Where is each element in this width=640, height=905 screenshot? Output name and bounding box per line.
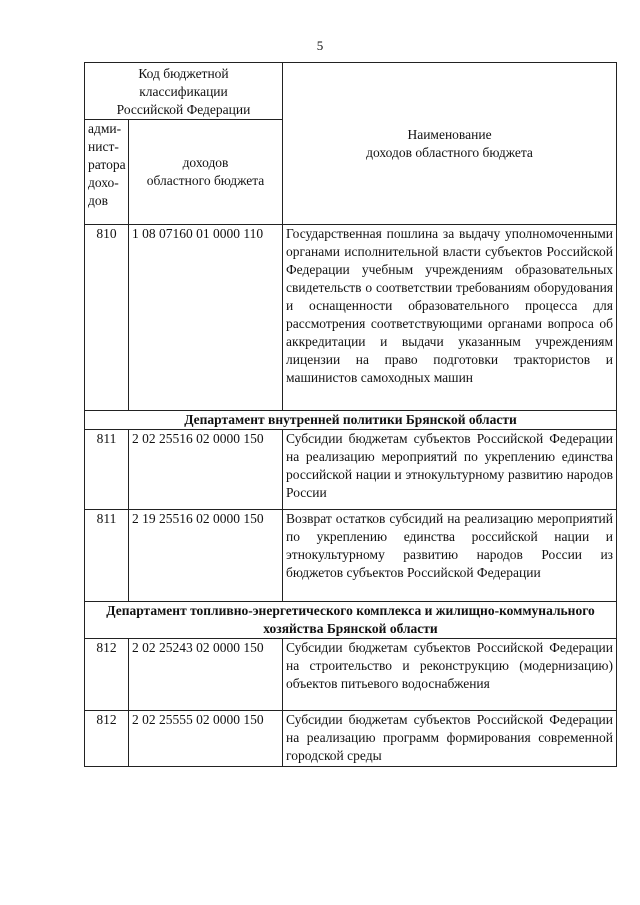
header-text-line: доходов областного бюджета: [366, 144, 533, 160]
section-title-internal-policy: Департамент внутренней политики Брянской области: [85, 411, 617, 430]
header-regional-budget-revenue: [129, 120, 283, 225]
header-text-line: дохо-: [88, 175, 119, 190]
admin-code-cell: 811: [85, 430, 129, 510]
page-number: 5: [316, 38, 324, 53]
budget-code-cell: 2 19 25516 02 0000 150: [129, 510, 283, 602]
budget-code-cell: 2 02 25555 02 0000 150: [129, 711, 283, 767]
revenue-name-cell: Возврат остатков субсидий на реализацию мероприятий по укреплению единства российской нации и этнокультурному развитию народов России из бюджетов субъектов Российской Федерации: [283, 510, 617, 602]
header-text-line: ратора: [88, 157, 126, 172]
revenue-name-cell: Субсидии бюджетам субъектов Российской Федерации на реализацию мероприятий по укреплению единства российской нации и этнокультурному развитию народов России: [283, 430, 617, 510]
section-row: [85, 602, 617, 639]
header-revenue-name: [283, 63, 617, 225]
table-row: [85, 430, 617, 510]
header-text-line: дов: [88, 193, 108, 208]
header-revenue-administrator: [85, 120, 129, 225]
revenue-name-cell: Субсидии бюджетам субъектов Российской Федерации на строительство и реконструкцию (модернизацию) объектов питьевого водоснабжения: [283, 639, 617, 711]
header-text-line: Код бюджетной: [138, 66, 229, 81]
header-text-line: доходов: [182, 155, 229, 170]
header-budget-classification-code: [85, 63, 283, 120]
table-row: [85, 510, 617, 602]
table-row: [85, 711, 617, 767]
header-text-line: Наименование: [407, 126, 492, 142]
header-text-line: областного бюджета: [146, 173, 265, 188]
section-title-fuel-energy-housing: Департамент топливно-энергетического комплекса и жилищно-коммунального хозяйства Брянской области: [85, 602, 617, 639]
budget-code-cell: 2 02 25516 02 0000 150: [129, 430, 283, 510]
header-text-line: классификации: [139, 84, 228, 99]
admin-code-cell: 811: [85, 510, 129, 602]
header-text-line: адми-: [88, 121, 122, 136]
admin-code-cell: 810: [85, 225, 129, 411]
table-header-row: [85, 63, 617, 120]
admin-code-cell: 812: [85, 711, 129, 767]
revenue-classification-table: [84, 62, 617, 767]
revenue-name-cell: Государственная пошлина за выдачу уполномоченными органами исполнительной власти субъектов Российской Федерации учебным учреждениям образовательных свидетельств о соответствии требованиям оборудования и оснащенности образовательного процесса для рассмотрения соответствующими органами вопроса об аккредитации и выдачи указанным учреждениям лицензии на право подготовки трактористов и машинистов самоходных машин: [283, 225, 617, 411]
table-row: [85, 639, 617, 711]
revenue-name-cell: Субсидии бюджетам субъектов Российской Федерации на реализацию программ формирования современной городской среды: [283, 711, 617, 767]
budget-code-cell: 1 08 07160 01 0000 110: [129, 225, 283, 411]
section-row: [85, 411, 617, 430]
header-text-line: Российской Федерации: [116, 102, 251, 117]
budget-code-cell: 2 02 25243 02 0000 150: [129, 639, 283, 711]
table-row: [85, 225, 617, 411]
header-text-line: нист-: [88, 139, 119, 154]
admin-code-cell: 812: [85, 639, 129, 711]
